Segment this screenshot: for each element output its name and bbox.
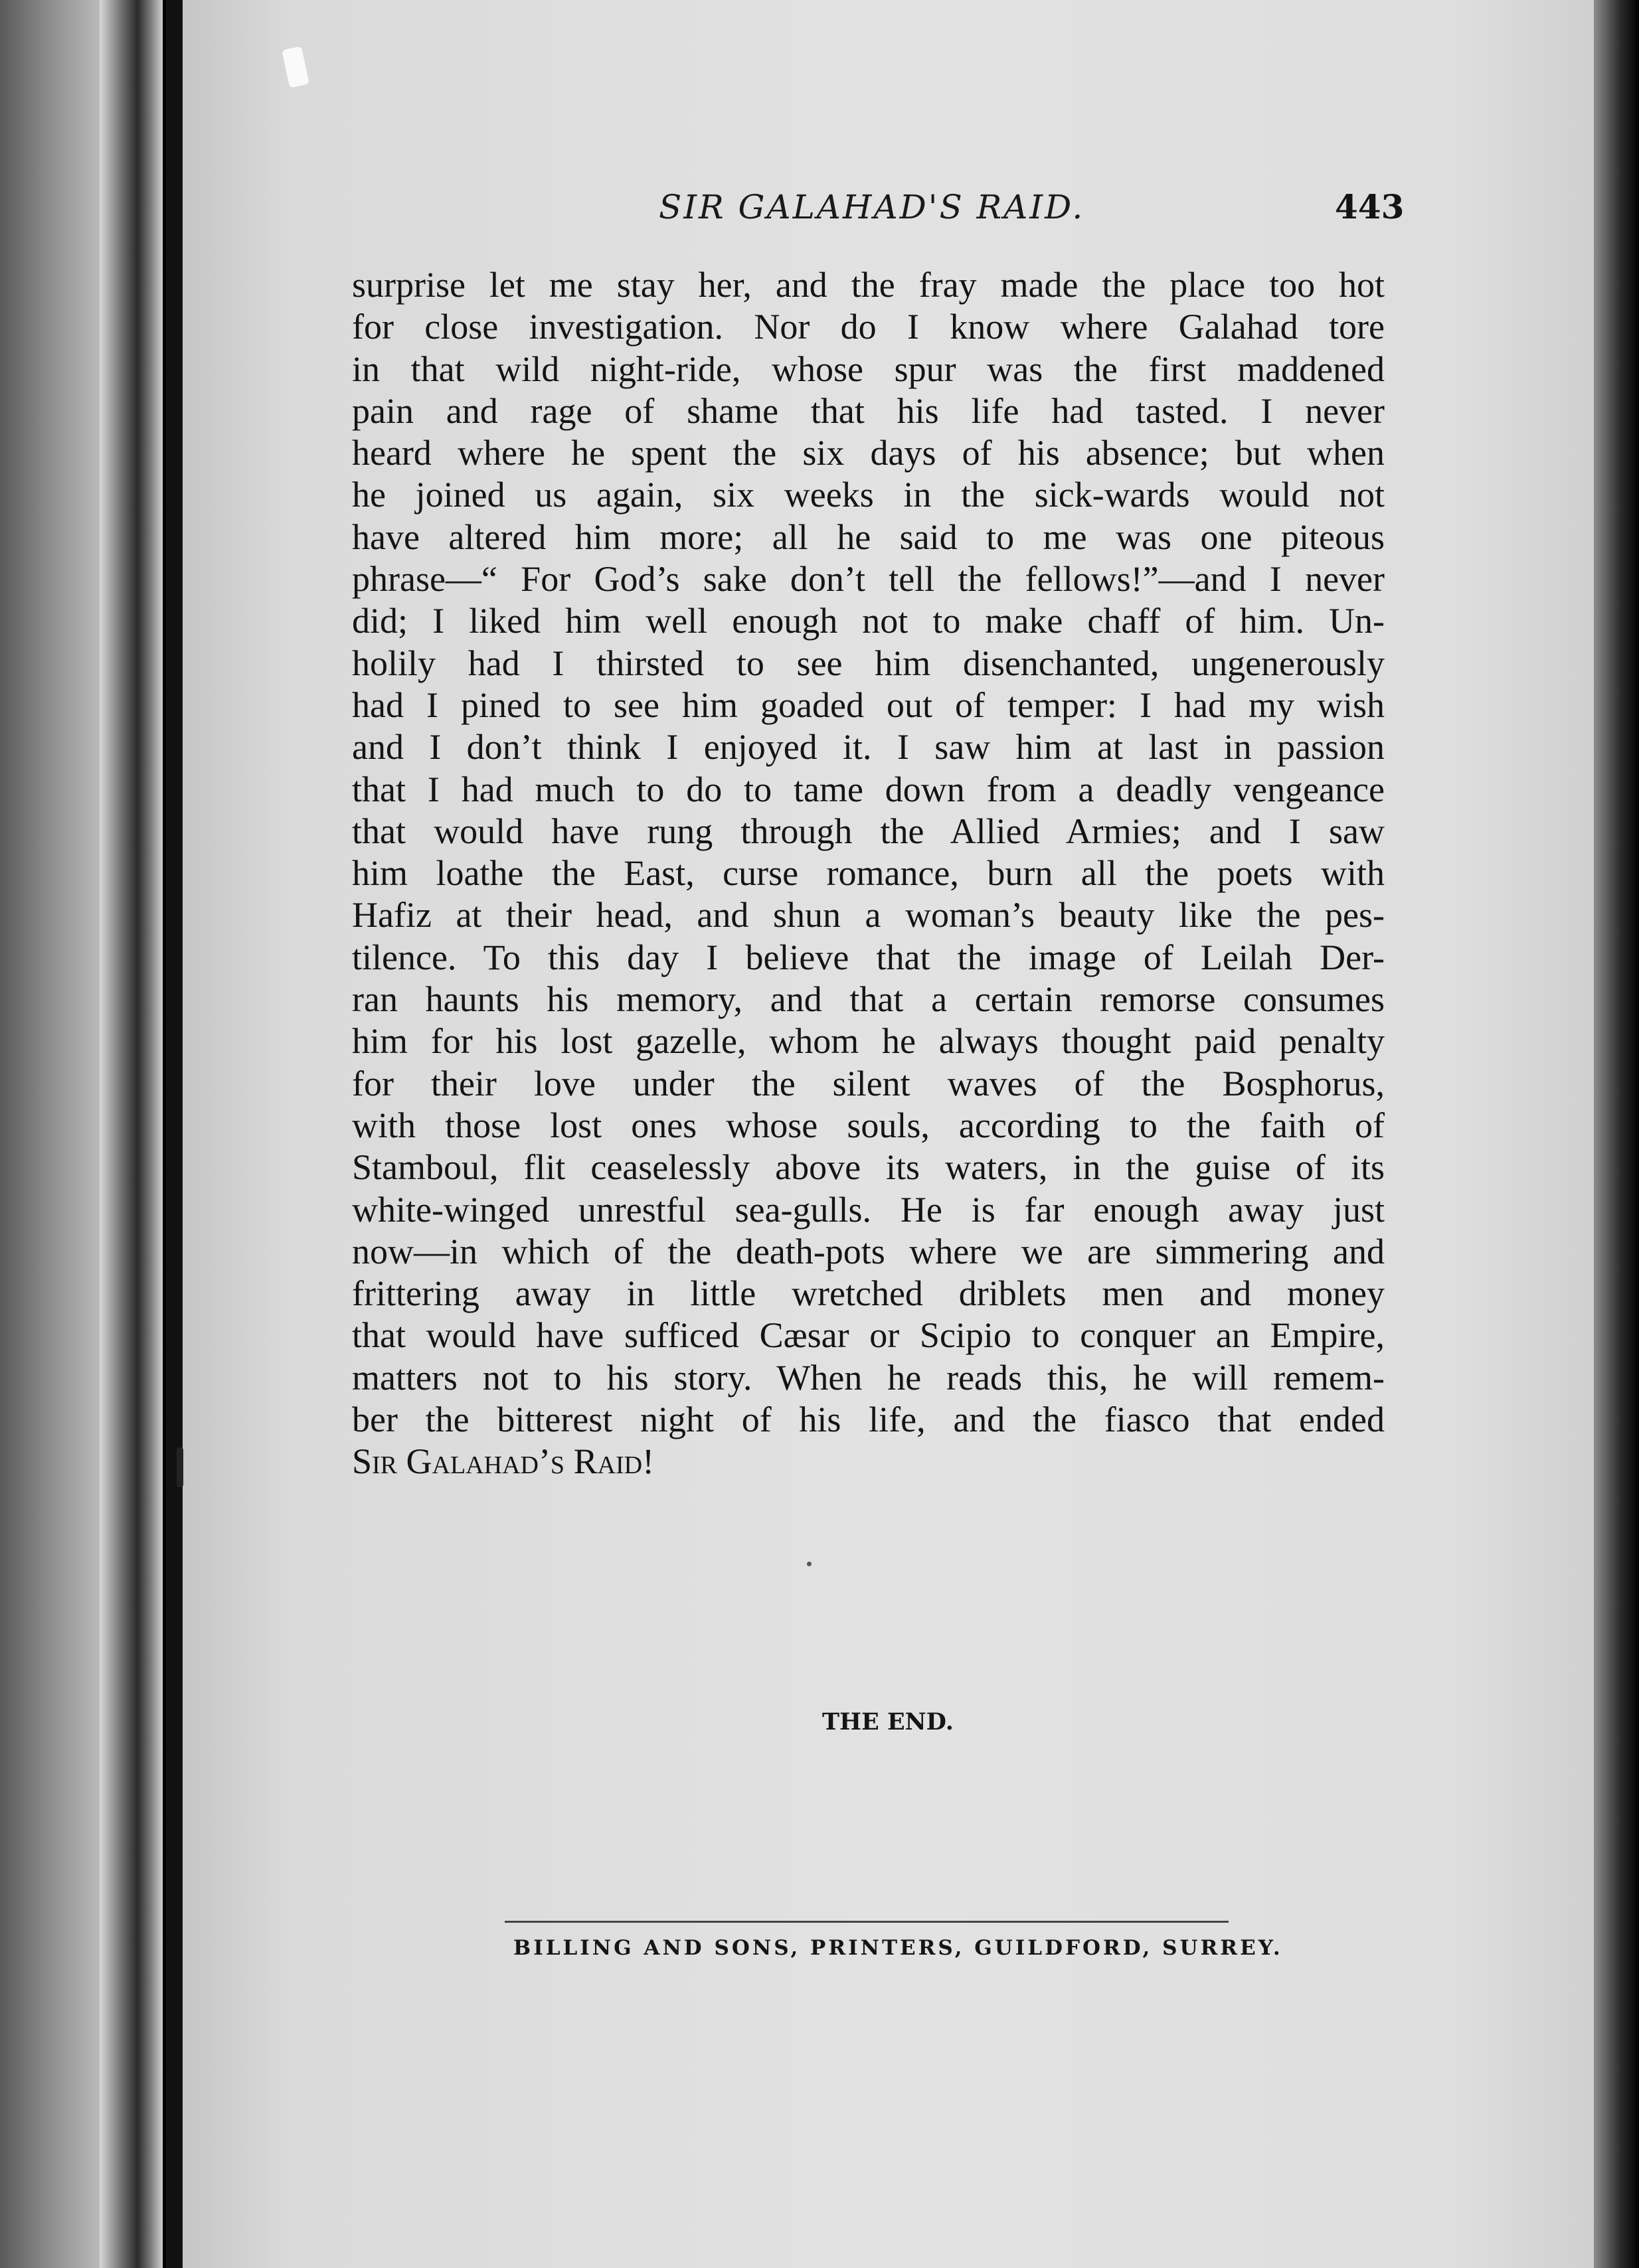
text-line: frittering away in little wretched driblets men and money — [352, 1273, 1385, 1314]
text-line: for their love under the silent waves of the Bosphorus, — [352, 1063, 1385, 1103]
binding-gutter — [100, 0, 163, 2268]
text-line: that would have rung through the Allied Armies; and I saw — [352, 811, 1385, 851]
text-line: him loathe the East, curse romance, burn all the poets with — [352, 853, 1385, 894]
text-line: did; I liked him well enough not to make chaff of him. Un- — [352, 601, 1385, 641]
text-line: with those lost ones whose souls, according to the faith of — [352, 1105, 1385, 1145]
text-line: matters not to his story. When he reads this, he will remem- — [352, 1357, 1385, 1398]
text-line: ran haunts his memory, and that a certain remorse consumes — [352, 979, 1385, 1020]
text-line: pain and rage of shame that his life had tasted. I never — [352, 390, 1385, 431]
text-line: Stamboul, flit ceaselessly above its waters, in the guise of its — [352, 1147, 1385, 1188]
printer-imprint: BILLING AND SONS, PRINTERS, GUILDFORD, SURREY. — [513, 1936, 1283, 1960]
the-end-mark: THE END. — [822, 1708, 954, 1736]
facing-page-edge — [0, 0, 116, 2268]
text-line: for close investigation. Nor do I know where Galahad tore — [352, 307, 1385, 347]
text-line: that would have sufficed Cæsar or Scipio to conquer an Empire, — [352, 1315, 1385, 1356]
margin-mark — [177, 1447, 183, 1487]
text-line: have altered him more; all he said to me was one piteous — [352, 517, 1385, 557]
text-line: holily had I thirsted to see him disenchanted, ungenerously — [352, 643, 1385, 683]
text-line: now—in which of the death-pots where we are simmering and — [352, 1231, 1385, 1271]
ink-dot — [807, 1562, 812, 1566]
text-line: ber the bitterest night of his life, and the fiasco that ended — [352, 1400, 1385, 1440]
text-line: had I pined to see him goaded out of temper: I had my wish — [352, 685, 1385, 725]
imprint-rule — [505, 1921, 1229, 1923]
text-line: white-winged unrestful sea-gulls. He is far enough away just — [352, 1189, 1385, 1230]
text-line: phrase—“ For God’s sake don’t tell the fellows!”—and I never — [352, 559, 1385, 600]
closing-title-line: Sir Galahad’s Raid! — [352, 1441, 655, 1482]
text-line: tilence. To this day I believe that the image of Leilah Der- — [352, 937, 1385, 977]
text-line: he joined us again, six weeks in the sick-wards would not — [352, 475, 1385, 515]
text-line: in that wild night-ride, whose spur was the first maddened — [352, 349, 1385, 389]
page-number: 443 — [1335, 187, 1405, 226]
text-line: surprise let me stay her, and the fray made the place too hot — [352, 265, 1385, 305]
running-head: SIR GALAHAD'S RAID. — [659, 188, 1085, 226]
text-line: heard where he spent the six days of his absence; but when — [352, 433, 1385, 473]
text-line: Hafiz at their head, and shun a woman’s beauty like the pes- — [352, 895, 1385, 935]
body-text — [352, 264, 1385, 1483]
page-right-edge — [1594, 0, 1639, 2268]
text-line: him for his lost gazelle, whom he always thought paid penalty — [352, 1021, 1385, 1062]
text-line: and I don’t think I enjoyed it. I saw him at last in passion — [352, 727, 1385, 768]
text-line: that I had much to do to tame down from a deadly vengeance — [352, 769, 1385, 809]
